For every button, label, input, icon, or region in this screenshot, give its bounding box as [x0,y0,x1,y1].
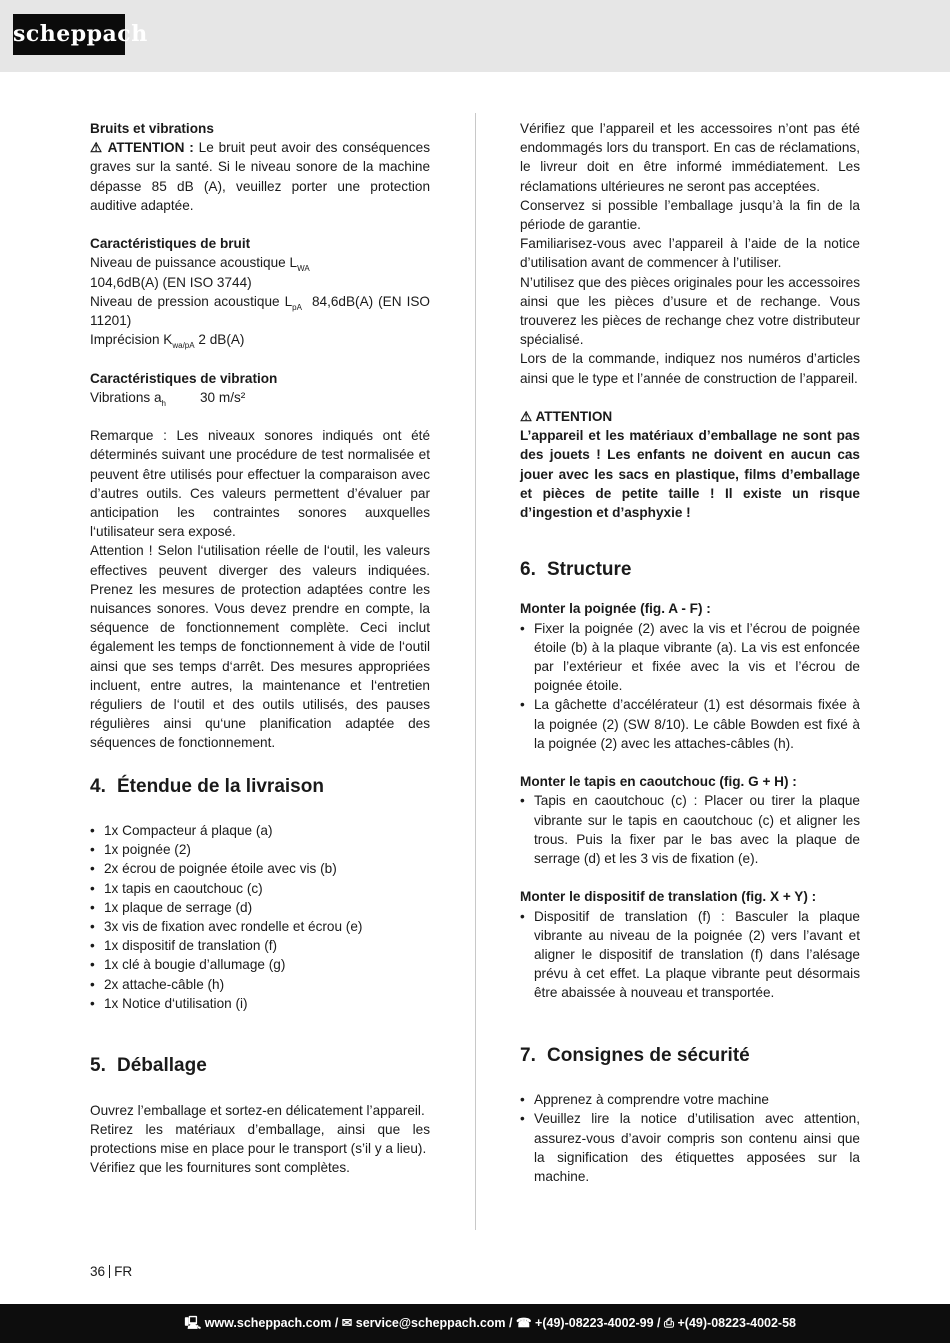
lwa-line [90,253,430,272]
translation-list [520,907,860,1003]
handle-list [520,619,860,753]
section-7-number: 7. [520,1045,536,1067]
list-item: • Fixer la poignée (2) avec la vis et l’écrou de poignée étoile (b) à la plaque vibrante (a). La vis est enfoncée par l’extérieur et fixée avec la vis et l’écrou de poignée étoile. [520,619,860,696]
section-5-title-text: Déballage [117,1055,207,1077]
section-7-title [520,1041,860,1071]
list-item: • Apprenez à comprendre votre machine [520,1090,860,1109]
section-5-title [90,1051,430,1081]
right-paragraph-3: Familiarisez-vous avec l’appareil à l’aide de la notice d’utilisation avant de commencer à l’utiliser. [520,236,860,271]
vibration-value: 30 m/s² [200,389,246,405]
section-4-title [90,772,430,802]
list-item: • 3x vis de fixation avec rondelle et écrou (e) [90,917,430,936]
vibration-heading: Caractéristiques de vibration [90,370,278,386]
footer-separator: / [657,1316,661,1330]
section-4-title-text: Étendue de la livraison [117,775,324,797]
vibration-label: Vibrations a [90,389,162,405]
list-item: • 2x écrou de poignée étoile avec vis (b) [90,859,430,878]
right-column [520,119,860,1186]
noise-attention [90,138,430,215]
scheppach-logo: scheppach [13,14,125,55]
section-6-title-text: Structure [547,559,632,581]
delivery-list [90,821,430,1013]
footer-fax: +(49)-08223-4002-58 [677,1316,796,1330]
handle-heading: Monter la poignée (fig. A - F) : [520,601,711,617]
lpa-label: Niveau de pression acoustique L [90,293,293,309]
vibration-sub: h [161,398,166,408]
lpa-value: 84,6dB(A) (EN ISO 11201) [90,293,430,329]
noise-attention-text: Le bruit peut avoir des conséquences graves sur la santé. Si le niveau sonore de la machine dépasse 85 dB (A), veuillez porter une protection auditive adaptée. [90,140,430,213]
fax-icon: ⎙ [664,1316,675,1330]
phone-icon: ☎︎ [515,1316,532,1330]
attention-paragraph: Attention ! Selon l‘utilisation réelle de l‘outil, les valeurs effectives peuvent diverger des valeurs indiquées. Prenez les mesures de protection adaptées contre les nuisances sonores. Vous devez prendre en compte, la séquence de fonctionnement complète. Ceci inclut également les temps de fonctionnement à vide de l‘outil ainsi que ses temps d‘arrêt. Des mesures appropriées incluent, entre autres, la maintenance et l‘entretien réguliers de l‘outil et des outils utilisés, des pauses régulières ainsi qu‘une planification adaptée des séquences de fonctionnement. [90,543,430,751]
page-language: FR [114,1264,133,1279]
k-label: Imprécision K [90,332,173,348]
mail-icon: ✉︎ [341,1316,353,1330]
packaging-warning-text: L’appareil et les matériaux d’emballage ne sont pas des jouets ! Les enfants ne doivent en aucun cas jouer avec les sacs en plastique, films d’emballage et pièces de petite taille ! Il existe un risque d’ingestion et d’asphyxie ! [520,428,860,521]
unpack-paragraph-2: Retirez les matériaux d’emballage, ainsi que les protections mise en place pour le transport (s’il y a lieu). [90,1121,430,1157]
page-header [0,0,950,72]
mat-list [520,791,860,868]
unpack-paragraph-1: Ouvrez l’emballage et sortez-en délicatement l’appareil. [90,1102,425,1118]
vibration-line [90,388,430,407]
footer-email[interactable]: service@scheppach.com [355,1316,506,1330]
right-paragraph-5: Lors de la commande, indiquez nos numéros d’articles ainsi que le type et l’année de construction de l’appareil. [520,351,860,386]
section-6-number: 6. [520,559,536,581]
list-item: • 1x dispositif de translation (f) [90,936,430,955]
list-item: • 1x plaque de serrage (d) [90,898,430,917]
noise-heading: Bruits et vibrations [90,121,214,136]
page-number-value: 36 [90,1264,106,1279]
lwa-sub: WA [297,264,310,274]
unpack-paragraph-3: Vérifiez que les fournitures sont complètes. [90,1160,350,1176]
list-item: • 2x attache-câble (h) [90,975,430,994]
list-item: • 1x Compacteur á plaque (a) [90,821,430,840]
footer-phone: +(49)-08223-4002-99 [535,1316,654,1330]
list-item: • La gâchette d’accélérateur (1) est désormais fixée à la poignée (2) (SW 8/10). Le câble Bowden est fixé à la poignée (2) avec les attaches-câbles (h). [520,695,860,753]
safety-list [520,1090,860,1186]
list-item: • Tapis en caoutchouc (c) : Placer ou tirer la plaque vibrante sur le tapis en caoutchouc (c) et aligner les trous. Puis la fixer par le bas avec la plaque de serrage (d) et les 3 vis de fixation (e). [520,791,860,868]
footer-website[interactable]: www.scheppach.com [204,1316,332,1330]
list-item: • 1x poignée (2) [90,840,430,859]
section-7-title-text: Consignes de sécurité [547,1045,750,1067]
footer-separator: / [334,1316,339,1330]
k-line [90,330,430,349]
list-item: • 1x Notice d‘utilisation (i) [90,994,430,1013]
page-number [90,1264,132,1279]
remark-paragraph: Remarque : Les niveaux sonores indiqués ont été déterminés suivant une procédure de test normalisée et peuvent être utilisés pour effectuer la comparaison avec d’autres outils. Ces valeurs permettent d’évaluer par anticipation les contraintes sonores auxquelles l‘utilisateur sera exposé. [90,428,430,540]
mat-heading: Monter le tapis en caoutchouc (fig. G + H) : [520,774,797,790]
lpa-sub: pA [292,302,302,312]
lpa-line [90,292,430,330]
list-item: • Dispositif de translation (f) : Basculer la plaque vibrante au niveau de la poignée (2) vers l’avant et aligner le dispositif de translation (f) dans l’alésage prévu à cet effet. La plaque vibrante peut désormais être abaissée à nouveau et transportée. [520,907,860,1003]
lwa-label: Niveau de puissance acoustique L [90,255,298,271]
column-divider [475,113,476,1230]
right-paragraph-2: Conservez si possible l’emballage jusqu’à la fin de la période de garantie. [520,197,860,233]
section-5-number: 5. [90,1055,106,1077]
translation-heading: Monter le dispositif de translation (fig. X + Y) : [520,889,817,905]
noise-characteristics-heading: Caractéristiques de bruit [90,236,251,252]
footer-separator: / [509,1316,513,1330]
right-paragraph-4: N’utilisez que des pièces originales pour les accessoires ainsi que les pièces d’usure et de rechange. Vous trouverez les pièces de rechange chez votre distributeur spécialisé. [520,274,860,348]
list-item: • 1x tapis en caoutchouc (c) [90,879,430,898]
lwa-value: 104,6dB(A) (EN ISO 3744) [90,274,252,290]
noise-attention-label: ⚠ ATTENTION : [90,140,194,156]
computer-icon: 🖳︎ [184,1316,202,1330]
packaging-warning-label: ⚠ ATTENTION [520,409,613,425]
k-sub: wa/pA [172,341,195,351]
right-paragraph-1: Vérifiez que l’appareil et les accessoires n’ont pas été endommagés lors du transport. En cas de réclamations, le livreur doit en être informé immédiatement. Les réclamations ultérieures ne seront pas acceptées. [520,121,860,194]
page-footer [0,1304,950,1343]
list-item: • 1x clé à bougie d’allumage (g) [90,955,430,974]
left-column [90,119,430,1177]
list-item: • Veuillez lire la notice d’utilisation avec attention, assurez-vous d’avoir compris son contenu ainsi que la signification des étiquettes apposées sur la machine. [520,1109,860,1186]
k-value: 2 dB(A) [198,332,245,348]
section-6-title [520,555,860,585]
section-4-number: 4. [90,775,106,797]
